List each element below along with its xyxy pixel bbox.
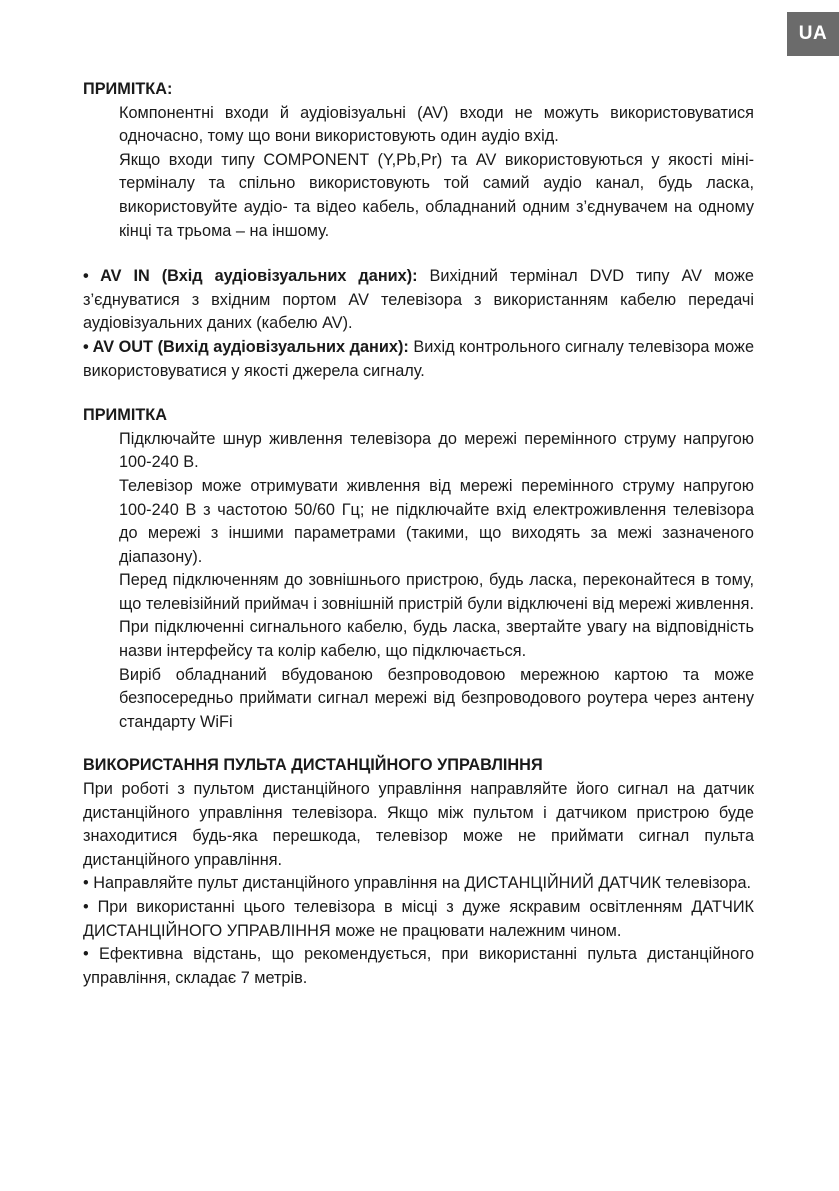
av-out-text: Вихід контрольного сигналу телевізора може використовуватися у якості джерела сигналу.: [83, 337, 755, 380]
note-paragraph: Компонентні входи й аудіовізуальні (AV) входи не можуть використовуватися одночасно, тому що вони використовують один аудіо вхід.: [119, 103, 754, 146]
note-paragraph: Перед підключенням до зовнішнього пристрою, будь ласка, переконайтеся в тому, що телевізійний приймач і зовнішній пристрій були відключені від мережі живлення. При підключенні сигнального кабелю, будь ласка, звертайте увагу на відповідність назви інтерфейсу та колір кабелю, що підключається.: [119, 571, 754, 661]
page-content: [83, 78, 754, 990]
note-paragraph: Якщо входи типу COMPONENT (Y,Pb,Pr) та AV використовуються у якості міні-терміналу та спільно використовують той самий аудіо канал, будь ласка, використовуйте аудіо- та відео кабель, обладнаний одним з’єднувачем на одному кінці та трьома – на іншому.: [119, 150, 754, 240]
av-out-label: • AV OUT (Вихід аудіовізуальних даних):: [83, 337, 409, 356]
remote-bullet: • При використанні цього телевізора в місці з дуже яскравим освітленням ДАТЧИК ДИСТАНЦІЙНОГО УПРАВЛІННЯ може не працювати належним чином.: [83, 898, 754, 940]
av-in-item: [83, 265, 754, 336]
note-heading: ПРИМІТКА:: [83, 80, 173, 98]
av-in-text: Вихідний термінал DVD типу AV може з’єднуватися з вхідним портом AV телевізора з використанням кабелю передачі аудіовізуальних даних (кабелю AV).: [83, 267, 754, 333]
note-paragraph: Підключайте шнур живлення телевізора до мережі перемінного струму напругою 100-240 В.: [119, 429, 754, 472]
language-badge: UA: [787, 12, 839, 56]
av-out-item: [83, 336, 754, 383]
av-in-label: • AV IN (Вхід аудіовізуальних даних):: [83, 267, 418, 286]
note-paragraph: Виріб обладнаний вбудованою безпроводовою мережною картою та може безпосередньо приймати сигнал мережі від безпроводового роутера через антену стандарту WiFi: [119, 665, 754, 731]
remote-intro: При роботі з пультом дистанційного управління направляйте його сигнал на датчик дистанційного управління телевізора. Якщо між пультом і датчиком пристрою буде знаходитися будь-яка перешкода, телевізор може не приймати сигнал пульта дистанційного управління.: [83, 780, 754, 869]
remote-bullet: • Ефективна відстань, що рекомендується, при використанні пульта дистанційного управління, складає 7 метрів.: [83, 945, 754, 987]
note-heading: ПРИМІТКА: [83, 406, 167, 425]
remote-heading: ВИКОРИСТАННЯ ПУЛЬТА ДИСТАНЦІЙНОГО УПРАВЛІННЯ: [83, 756, 543, 775]
remote-bullet: • Направляйте пульт дистанційного управління на ДИСТАНЦІЙНИЙ ДАТЧИК телевізора.: [83, 874, 752, 893]
note-paragraph: Телевізор може отримувати живлення від мережі перемінного струму напругою 100-240 В з частотою 50/60 Гц; не підключайте вхід електроживлення телевізора до мережі з іншими параметрами (такими, що виходять за межі зазначеного діапазону).: [119, 476, 754, 566]
